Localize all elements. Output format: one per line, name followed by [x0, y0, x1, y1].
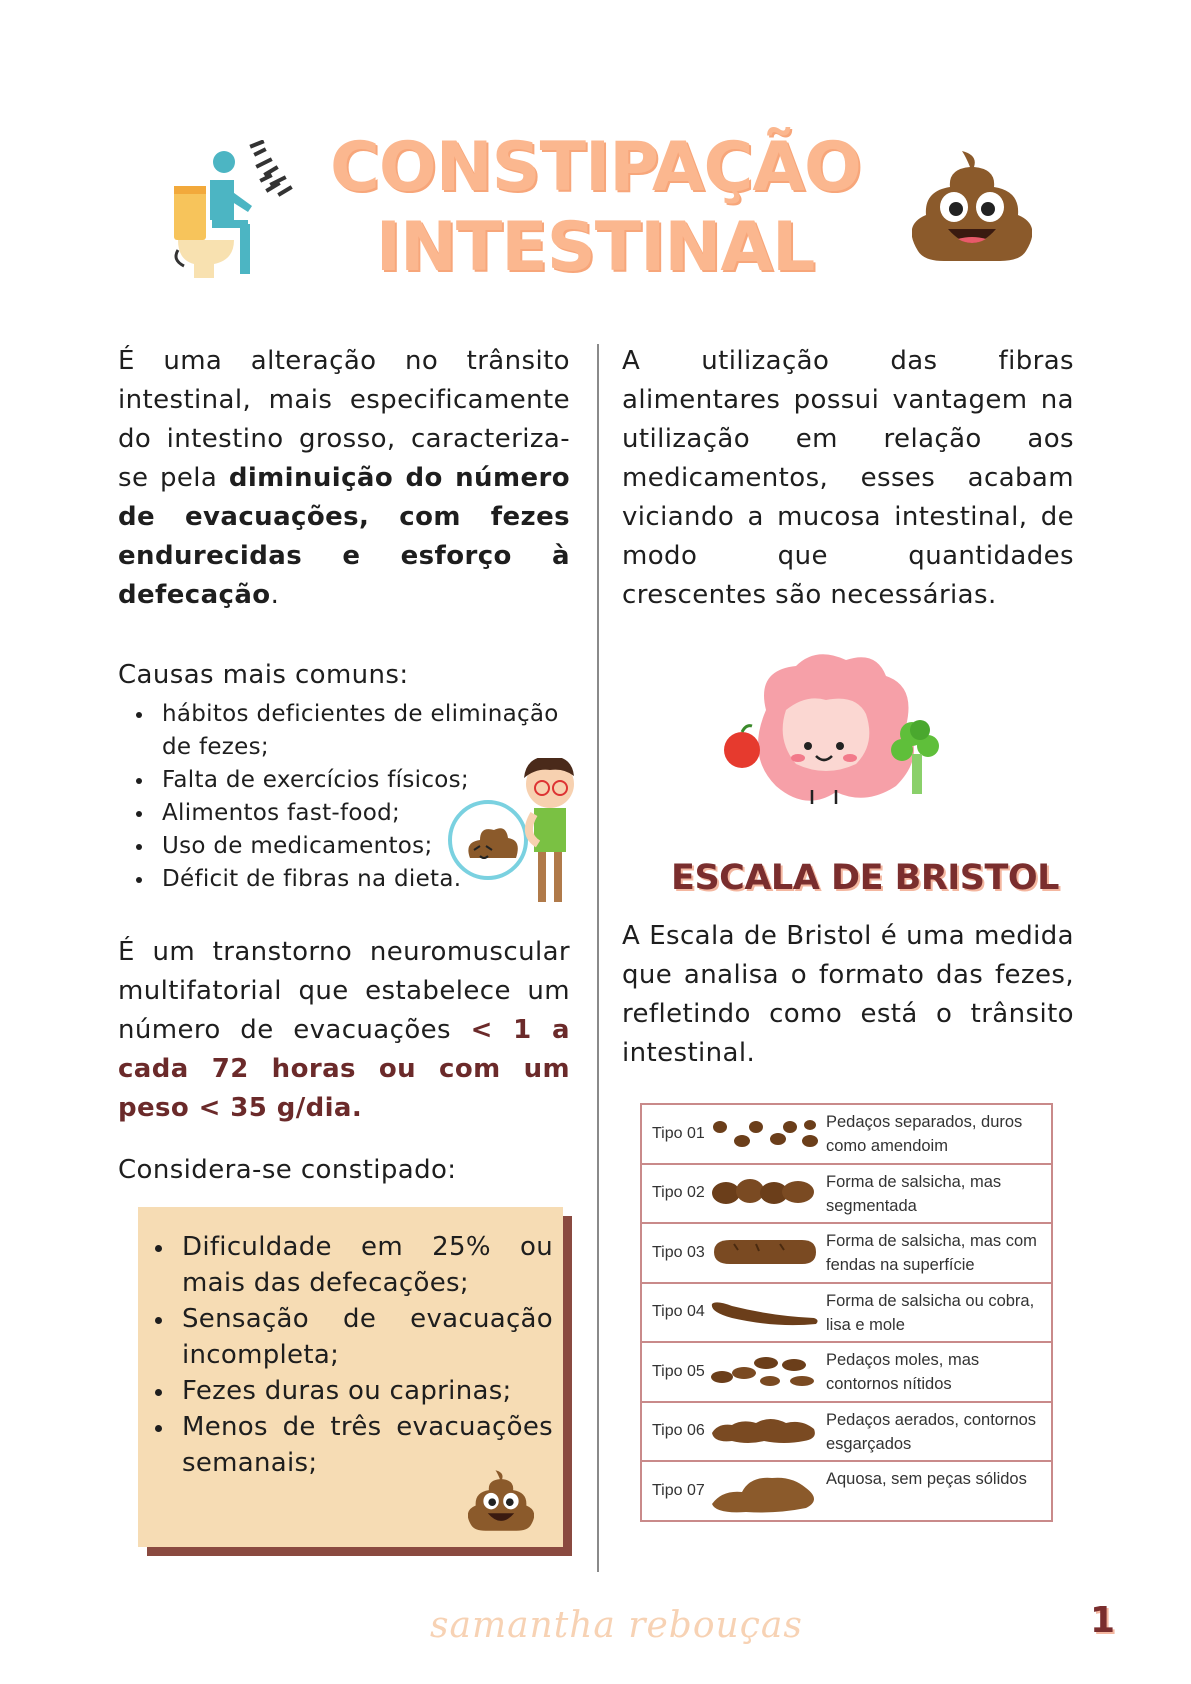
table-row: [642, 1284, 1051, 1344]
disorder-paragraph: [118, 933, 570, 1128]
bristol-title: ESCALA DE BRISTOL: [671, 858, 1059, 898]
title-line-1: CONSTIPAÇÃO: [330, 128, 861, 207]
list-item: Alimentos fast-food;: [118, 797, 578, 830]
intro-end: .: [270, 580, 280, 610]
intestine-illustration: [716, 650, 946, 810]
bristol-description: Pedaços separados, duros como amendoim: [826, 1113, 1023, 1155]
bristol-type: Tipo 02: [652, 1184, 705, 1202]
bristol-type: Tipo 01: [652, 1124, 705, 1142]
disorder-text: É um transtorno neuromuscular multifatorial que estabelece um número de evacuações: [118, 937, 570, 1045]
stool-type-1-shape: [710, 1113, 820, 1153]
stool-type-7-shape: [710, 1470, 820, 1514]
stool-type-2-shape: [710, 1173, 820, 1213]
bristol-paragraph: A Escala de Bristol é uma medida que analisa o formato das fezes, refletindo como está o trânsito intestinal.: [622, 921, 1074, 1068]
bristol-description: Forma de salsicha ou cobra, lisa e mole: [826, 1291, 1035, 1334]
author-signature: samantha rebouças: [430, 1605, 803, 1646]
list-item: Falta de exercícios físicos;: [118, 764, 578, 797]
list-item: Déficit de fibras na dieta.: [118, 863, 578, 896]
list-item: Sensação de evacuação incompleta;: [148, 1301, 553, 1373]
bristol-description: Pedaços aerados, contornos esgarçados: [826, 1410, 1037, 1453]
intro-text: É uma alteração no trânsito intestinal, mais especificamente do intestino grosso, caracteriza-se pela: [118, 346, 570, 493]
list-item: Fezes duras ou caprinas;: [148, 1373, 553, 1409]
bristol-type: Tipo 04: [652, 1303, 705, 1321]
toilet-illustration: [168, 140, 298, 280]
stool-type-4-shape: [710, 1292, 820, 1332]
bristol-description: Aquosa, sem peças sólidos: [826, 1470, 1027, 1488]
list-item: Menos de três evacuações semanais;: [148, 1409, 553, 1481]
boy-illustration: [440, 758, 580, 908]
intro-paragraph: [118, 342, 570, 615]
bristol-type: Tipo 07: [652, 1481, 705, 1499]
disorder-highlight: < 1 a cada 72 horas ou com um peso < 35 g/dia.: [118, 1015, 570, 1123]
stool-type-5-shape: [710, 1351, 820, 1391]
bristol-description: Pedaços moles, mas contornos nítidos: [826, 1351, 980, 1393]
considered-box: [138, 1207, 563, 1547]
fibers-paragraph: A utilização das fibras alimentares possui vantagem na utilização em relação aos medicamentos, esses acabam viciando a mucosa intestinal, de modo que quantidades crescentes são necessárias.: [622, 346, 1074, 610]
table-row: [642, 1165, 1051, 1225]
stool-type-6-shape: [710, 1411, 820, 1451]
table-row: [642, 1403, 1051, 1463]
list-item: Dificuldade em 25% ou mais das defecações;: [148, 1229, 553, 1301]
causes-title: Causas mais comuns:: [118, 660, 409, 690]
table-row: [642, 1224, 1051, 1284]
bristol-type: Tipo 05: [652, 1362, 705, 1380]
title-line-2: INTESTINAL: [375, 208, 815, 287]
poop-emoji-icon: [468, 1467, 534, 1537]
list-item: Uso de medicamentos;: [118, 830, 578, 863]
table-row: [642, 1343, 1051, 1403]
page-title: [330, 128, 860, 288]
bristol-type: Tipo 06: [652, 1422, 705, 1440]
table-row: [642, 1105, 1051, 1165]
bristol-type: Tipo 03: [652, 1243, 705, 1261]
considered-list: [138, 1207, 563, 1481]
stool-type-3-shape: [710, 1232, 820, 1272]
list-item: hábitos deficientes de eliminação de fezes;: [118, 698, 578, 764]
column-divider: [597, 344, 599, 1572]
bristol-description: Forma de salsicha, mas segmentada: [826, 1172, 1002, 1215]
bristol-table: [640, 1103, 1053, 1522]
table-row: [642, 1462, 1051, 1520]
poop-emoji-icon: [912, 145, 1032, 269]
considered-title: Considera-se constipado:: [118, 1155, 457, 1185]
bristol-description: Forma de salsicha, mas com fendas na superfície: [826, 1232, 1037, 1274]
page-number: 1: [1090, 1600, 1116, 1641]
intro-bold: diminuição do número de evacuações, com fezes endurecidas e esforço à defecação: [118, 463, 570, 610]
